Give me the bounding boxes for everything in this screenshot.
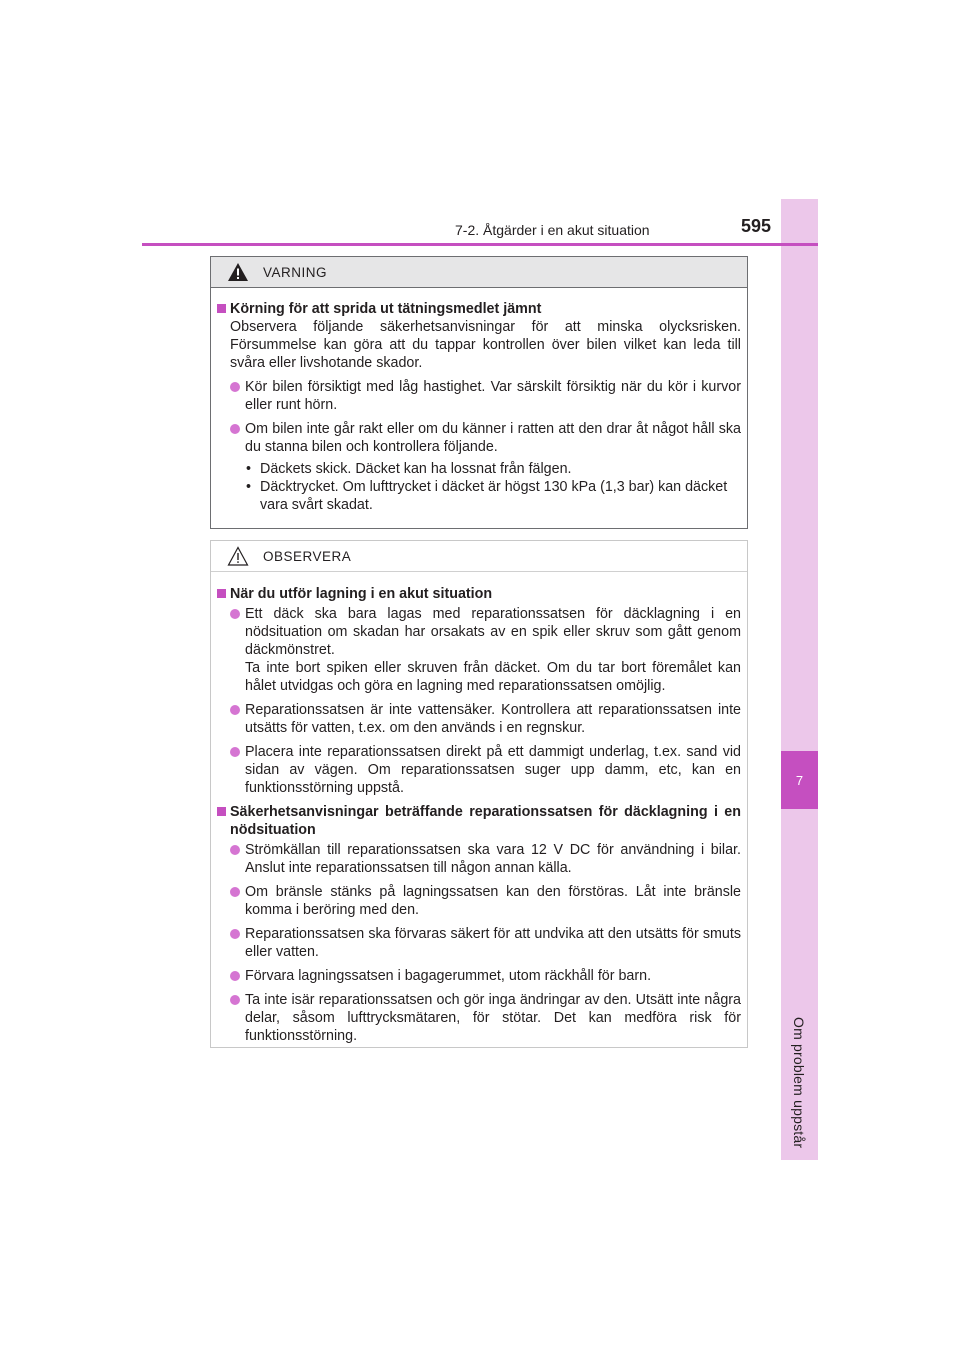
chapter-title: Om problem uppstår bbox=[791, 1017, 807, 1149]
list-item: Reparationssatsen ska förvaras säkert för att undvika att den utsätts för smuts eller vatten. bbox=[217, 925, 741, 961]
square-bullet-icon bbox=[217, 589, 226, 598]
list-item: Om bilen inte går rakt eller om du känner i ratten att den drar åt något håll ska du stanna bilen och kontrollera följande. bbox=[217, 420, 741, 456]
sub-list-item: • Däcktrycket. Om lufttrycket i däcket är högst 130 kPa (1,3 bar) kan däcket vara svårt skadat. bbox=[246, 479, 728, 513]
notice-heading-2: Säkerhetsanvisningar beträffande reparationssatsen för däcklagning i en nödsituation bbox=[217, 803, 741, 839]
notice-heading-1: När du utför lagning i en akut situation bbox=[217, 585, 741, 603]
notice-title: OBSERVERA bbox=[263, 548, 352, 564]
page-header bbox=[142, 216, 818, 246]
round-bullet-icon bbox=[230, 929, 240, 939]
list-item: Ett däck ska bara lagas med reparationssatsen för däcklagning i en nödsituation om skadan har orsakats av en spik eller skruv som gått genom däckmönstret. Ta inte bort spiken eller skruven från däcket. Om du tar bort föremålet kan hålet utvidgas och göra en lagning med reparationssatsen omöjlig. bbox=[217, 605, 741, 695]
warning-triangle-icon bbox=[227, 262, 249, 282]
warning-body bbox=[211, 288, 747, 514]
list-item: Om bränsle stänks på lagningssatsen kan den förstöras. Låt inte bränsle komma i beröring med den. bbox=[217, 883, 741, 919]
list-item: Ta inte isär reparationssatsen och gör inga ändringar av den. Utsätt inte några delar, såsom lufttrycksmätaren, för stötar. Det kan medföra risk för funktionsstörning. bbox=[217, 991, 741, 1045]
section-title: 7-2. Åtgärder i en akut situation bbox=[455, 222, 650, 238]
sub-list-item: • Däckets skick. Däcket kan ha lossnat från fälgen. bbox=[246, 461, 572, 477]
round-bullet-icon bbox=[230, 382, 240, 392]
round-bullet-icon bbox=[230, 424, 240, 434]
warning-heading: Körning för att sprida ut tätningsmedlet jämnt bbox=[217, 300, 741, 318]
round-bullet-icon bbox=[230, 995, 240, 1005]
page-number: 595 bbox=[741, 216, 772, 236]
notice-header bbox=[211, 541, 747, 572]
round-bullet-icon bbox=[230, 747, 240, 757]
round-bullet-icon bbox=[230, 845, 240, 855]
round-bullet-icon bbox=[230, 705, 240, 715]
caution-triangle-icon bbox=[227, 546, 249, 566]
list-item: Strömkällan till reparationssatsen ska vara 12 V DC för användning i bilar. Anslut inte reparationssatsen till någon annan källa. bbox=[217, 841, 741, 877]
notice-body bbox=[211, 572, 747, 1045]
list-item: Kör bilen försiktigt med låg hastighet. Var särskilt försiktig när du kör i kurvor eller runt hörn. bbox=[217, 378, 741, 414]
dot-bullet-icon: • bbox=[246, 479, 252, 495]
notice-box bbox=[210, 540, 748, 1048]
warning-intro: Observera följande säkerhetsanvisningar för att minska olycksrisken. Försummelse kan göra att du tappar kontrollen över bilen vilket kan leda till svåra eller livshotande skador. bbox=[230, 319, 741, 371]
round-bullet-icon bbox=[230, 887, 240, 897]
warning-header bbox=[211, 257, 747, 288]
header-rule bbox=[142, 243, 818, 246]
warning-title: VARNING bbox=[263, 264, 328, 280]
list-item: Placera inte reparationssatsen direkt på ett dammigt underlag, t.ex. sand vid sidan av vägen. Om reparationssatsen suger upp damm, etc, kan en funktionsstörning uppstå. bbox=[217, 743, 741, 797]
round-bullet-icon bbox=[230, 609, 240, 619]
dot-bullet-icon: • bbox=[246, 461, 252, 477]
list-item: Förvara lagningssatsen i bagagerummet, utom räckhåll för barn. bbox=[217, 967, 741, 985]
chapter-side-tab bbox=[781, 199, 818, 1160]
round-bullet-icon bbox=[230, 971, 240, 981]
square-bullet-icon bbox=[217, 304, 226, 313]
chapter-number: 7 bbox=[781, 751, 818, 809]
warning-box bbox=[210, 256, 748, 529]
list-item: Reparationssatsen är inte vattensäker. Kontrollera att reparationssatsen inte utsätts för vatten, t.ex. om den används i en regnskur. bbox=[217, 701, 741, 737]
square-bullet-icon bbox=[217, 807, 226, 816]
